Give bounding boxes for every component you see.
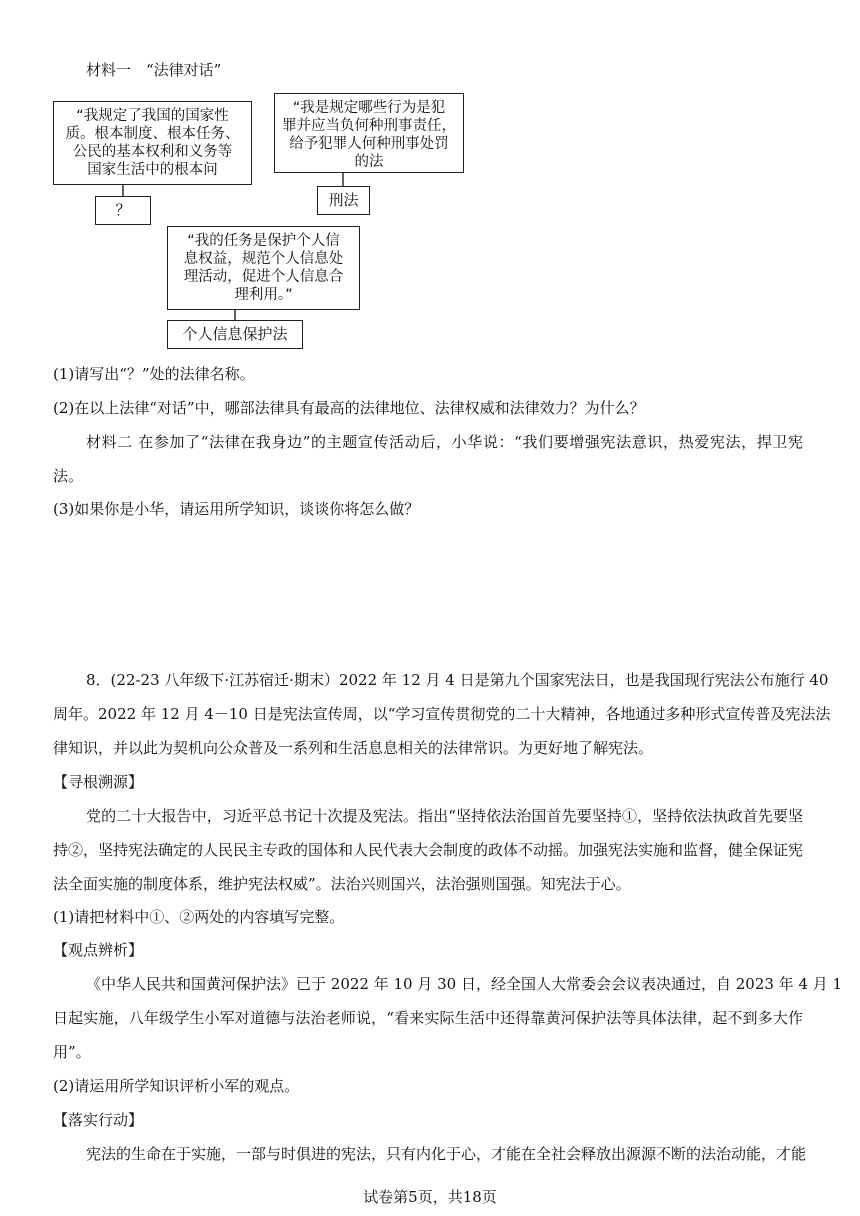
q8-intro-line2: 周年。2022 年 12 月 4－10 日是宪法宣传周，以“学习宣传贯彻党的二十大精神，各地通过多种形式宣传普及宪法法 — [53, 705, 831, 723]
section-heading-roots: 【寻根溯源】 — [53, 773, 144, 791]
criminal-law-tag: 刑法 — [317, 186, 370, 215]
pipl-speech-bubble: “我的任务是保护个人信 息权益，规范个人信息处 理活动，促进个人信息合 理利用。” — [167, 226, 360, 310]
material2-line2: 法。 — [53, 467, 84, 485]
material2-line1: 材料二 在参加了“法律在我身边”的主题宣传活动后，小华说：“我们要增强宪法意识，热爱宪法，捍卫宪 — [86, 433, 803, 451]
criminal-law-speech-bubble: “我是规定哪些行为是犯 罪并应当负何种刑事责任， 给予犯罪人何种刑事处罚 的法 — [274, 93, 464, 173]
page-footer: 试卷第5页，共18页 — [363, 1188, 497, 1206]
constitution-speech-bubble: “我规定了我国的国家性 质。根本制度、根本任务、 公民的基本权利和义务等 国家生活中的根本问 — [53, 101, 252, 185]
s1-line2: 持②，坚持宪法确定的人民民主专政的国体和人民代表大会制度的政体不动摇。加强宪法实施和监督，健全保证宪 — [53, 841, 804, 859]
s3-line1: 宪法的生命在于实施，一部与时俱进的宪法，只有内化于心，才能在全社会释放出源源不断的法治动能，才能 — [86, 1145, 807, 1163]
q7-1: (1)请写出“？”处的法律名称。 — [53, 365, 255, 383]
material1-heading: 材料一 “法律对话” — [86, 61, 222, 79]
q8-1: (1)请把材料中①、②两处的内容填写完整。 — [53, 908, 345, 926]
q8-intro-line3: 律知识，并以此为契机向公众普及一系列和生活息息相关的法律常识。为更好地了解宪法。 — [53, 739, 654, 757]
section-heading-action: 【落实行动】 — [53, 1111, 144, 1129]
s1-line3: 法全面实施的制度体系，维护宪法权威”。法治兴则国兴，法治强则国强。知宪法于心。 — [53, 875, 631, 893]
s2-line3: 用”。 — [53, 1043, 91, 1061]
s1-line1: 党的二十大报告中，习近平总书记十次提及宪法。指出“坚持依法治国首先要坚持①，坚持依法执政首先要坚 — [86, 807, 803, 825]
s2-line1: 《中华人民共和国黄河保护法》已于 2022 年 10 月 30 日，经全国人大常委会会议表决通过，自 2023 年 4 月 1 — [86, 975, 843, 993]
q7-3: (3)如果你是小华，请运用所学知识，谈谈你将怎么做？ — [53, 500, 420, 518]
q8-2: (2)请运用所学知识评析小军的观点。 — [53, 1077, 300, 1095]
q7-2: (2)在以上法律“对话”中，哪部法律具有最高的法律地位、法律权威和法律效力？为什么？ — [53, 399, 645, 417]
q8-intro-line1: 8．(22-23 八年级下·江苏宿迁·期末）2022 年 12 月 4 日是第九个国家宪法日，也是我国现行宪法公布施行 40 — [86, 671, 829, 689]
section-heading-analysis: 【观点辨析】 — [53, 941, 144, 959]
unknown-law-tag: ？ — [95, 196, 151, 225]
pipl-tag: 个人信息保护法 — [167, 320, 303, 349]
s2-line2: 日起实施，八年级学生小军对道德与法治老师说，“看来实际生活中还得靠黄河保护法等具体法律，起不到多大作 — [53, 1009, 803, 1027]
